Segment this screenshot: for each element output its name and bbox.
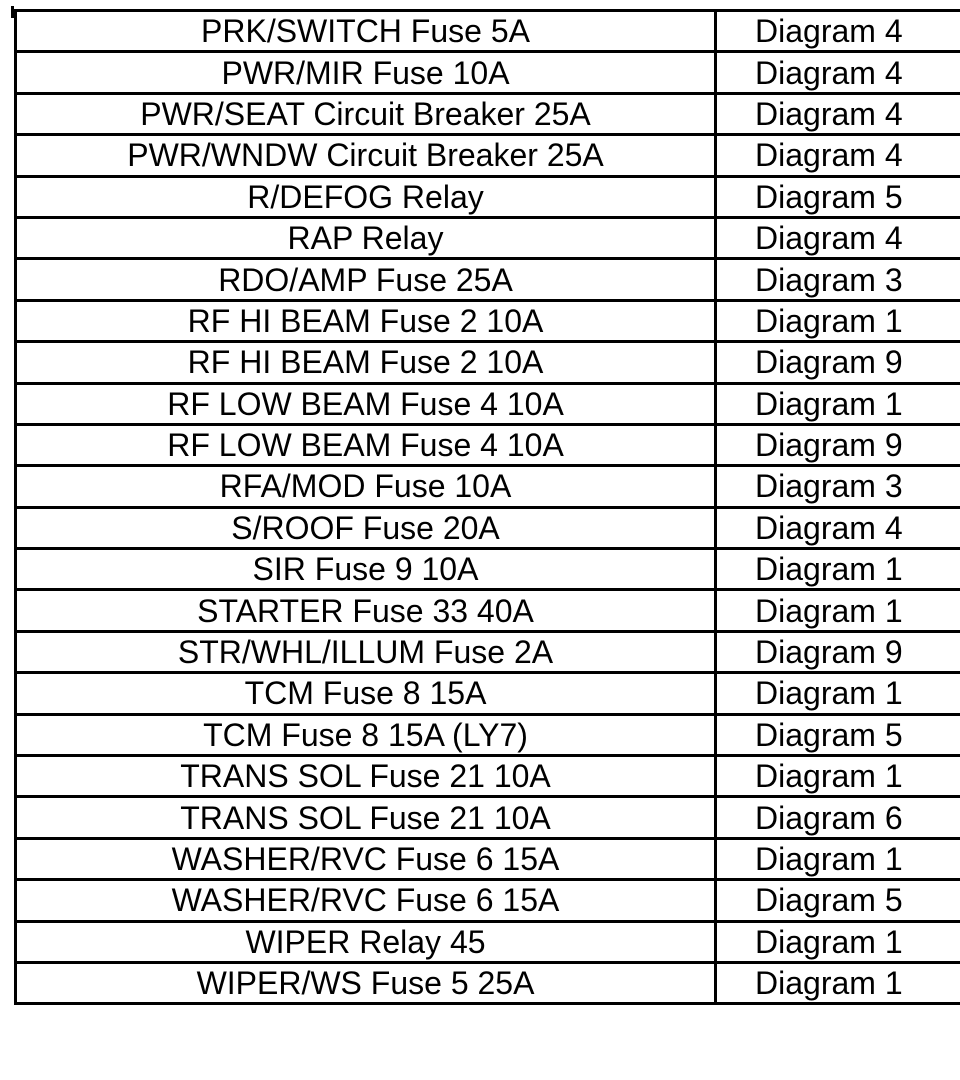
component-name-cell: S/ROOF Fuse 20A — [16, 507, 716, 548]
diagram-ref-cell: Diagram 4 — [716, 217, 960, 258]
component-name-cell: TCM Fuse 8 15A (LY7) — [16, 714, 716, 755]
component-name-cell: TRANS SOL Fuse 21 10A — [16, 797, 716, 838]
diagram-ref-cell: Diagram 3 — [716, 259, 960, 300]
table-row — [16, 52, 960, 93]
table-row — [16, 756, 960, 797]
diagram-ref-cell: Diagram 6 — [716, 797, 960, 838]
component-name-cell: STARTER Fuse 33 40A — [16, 590, 716, 631]
component-name-cell: RDO/AMP Fuse 25A — [16, 259, 716, 300]
component-name-cell: PWR/MIR Fuse 10A — [16, 52, 716, 93]
diagram-ref-cell: Diagram 9 — [716, 424, 960, 465]
component-name-cell: RF LOW BEAM Fuse 4 10A — [16, 383, 716, 424]
component-name-cell: SIR Fuse 9 10A — [16, 549, 716, 590]
table-row — [16, 300, 960, 341]
table-row — [16, 342, 960, 383]
table-row — [16, 176, 960, 217]
diagram-ref-cell: Diagram 1 — [716, 921, 960, 962]
diagram-ref-cell: Diagram 5 — [716, 714, 960, 755]
diagram-ref-cell: Diagram 9 — [716, 631, 960, 672]
diagram-ref-cell: Diagram 5 — [716, 176, 960, 217]
table-row — [16, 466, 960, 507]
diagram-ref-cell: Diagram 4 — [716, 507, 960, 548]
table-row — [16, 507, 960, 548]
diagram-ref-cell: Diagram 4 — [716, 11, 960, 52]
component-name-cell: RFA/MOD Fuse 10A — [16, 466, 716, 507]
diagram-ref-cell: Diagram 9 — [716, 342, 960, 383]
component-name-cell: TCM Fuse 8 15A — [16, 673, 716, 714]
diagram-ref-cell: Diagram 1 — [716, 549, 960, 590]
table-row — [16, 880, 960, 921]
table-row — [16, 673, 960, 714]
component-name-cell: RF LOW BEAM Fuse 4 10A — [16, 424, 716, 465]
table-row — [16, 714, 960, 755]
component-name-cell: WASHER/RVC Fuse 6 15A — [16, 838, 716, 879]
diagram-ref-cell: Diagram 1 — [716, 300, 960, 341]
diagram-ref-cell: Diagram 1 — [716, 962, 960, 1003]
component-name-cell: WIPER/WS Fuse 5 25A — [16, 962, 716, 1003]
table-row — [16, 11, 960, 52]
table-row — [16, 259, 960, 300]
component-name-cell: STR/WHL/ILLUM Fuse 2A — [16, 631, 716, 672]
diagram-ref-cell: Diagram 1 — [716, 756, 960, 797]
table-row — [16, 217, 960, 258]
component-name-cell: RF HI BEAM Fuse 2 10A — [16, 342, 716, 383]
table-row — [16, 135, 960, 176]
table-row — [16, 962, 960, 1003]
component-name-cell: TRANS SOL Fuse 21 10A — [16, 756, 716, 797]
table-row — [16, 383, 960, 424]
table-row — [16, 921, 960, 962]
component-name-cell: R/DEFOG Relay — [16, 176, 716, 217]
component-name-cell: RAP Relay — [16, 217, 716, 258]
table-row — [16, 424, 960, 465]
diagram-ref-cell: Diagram 1 — [716, 673, 960, 714]
component-name-cell: PRK/SWITCH Fuse 5A — [16, 11, 716, 52]
component-name-cell: WIPER Relay 45 — [16, 921, 716, 962]
diagram-ref-cell: Diagram 4 — [716, 93, 960, 134]
diagram-ref-cell: Diagram 4 — [716, 52, 960, 93]
component-name-cell: PWR/SEAT Circuit Breaker 25A — [16, 93, 716, 134]
table-row — [16, 590, 960, 631]
diagram-ref-cell: Diagram 1 — [716, 383, 960, 424]
table-body — [16, 11, 960, 1004]
table-row — [16, 93, 960, 134]
table-row — [16, 838, 960, 879]
component-name-cell: PWR/WNDW Circuit Breaker 25A — [16, 135, 716, 176]
diagram-ref-cell: Diagram 5 — [716, 880, 960, 921]
fuse-index-table — [14, 9, 960, 1005]
diagram-ref-cell: Diagram 1 — [716, 838, 960, 879]
table-row — [16, 549, 960, 590]
table-row — [16, 631, 960, 672]
diagram-ref-cell: Diagram 3 — [716, 466, 960, 507]
diagram-ref-cell: Diagram 1 — [716, 590, 960, 631]
table-row — [16, 797, 960, 838]
diagram-ref-cell: Diagram 4 — [716, 135, 960, 176]
component-name-cell: WASHER/RVC Fuse 6 15A — [16, 880, 716, 921]
component-name-cell: RF HI BEAM Fuse 2 10A — [16, 300, 716, 341]
